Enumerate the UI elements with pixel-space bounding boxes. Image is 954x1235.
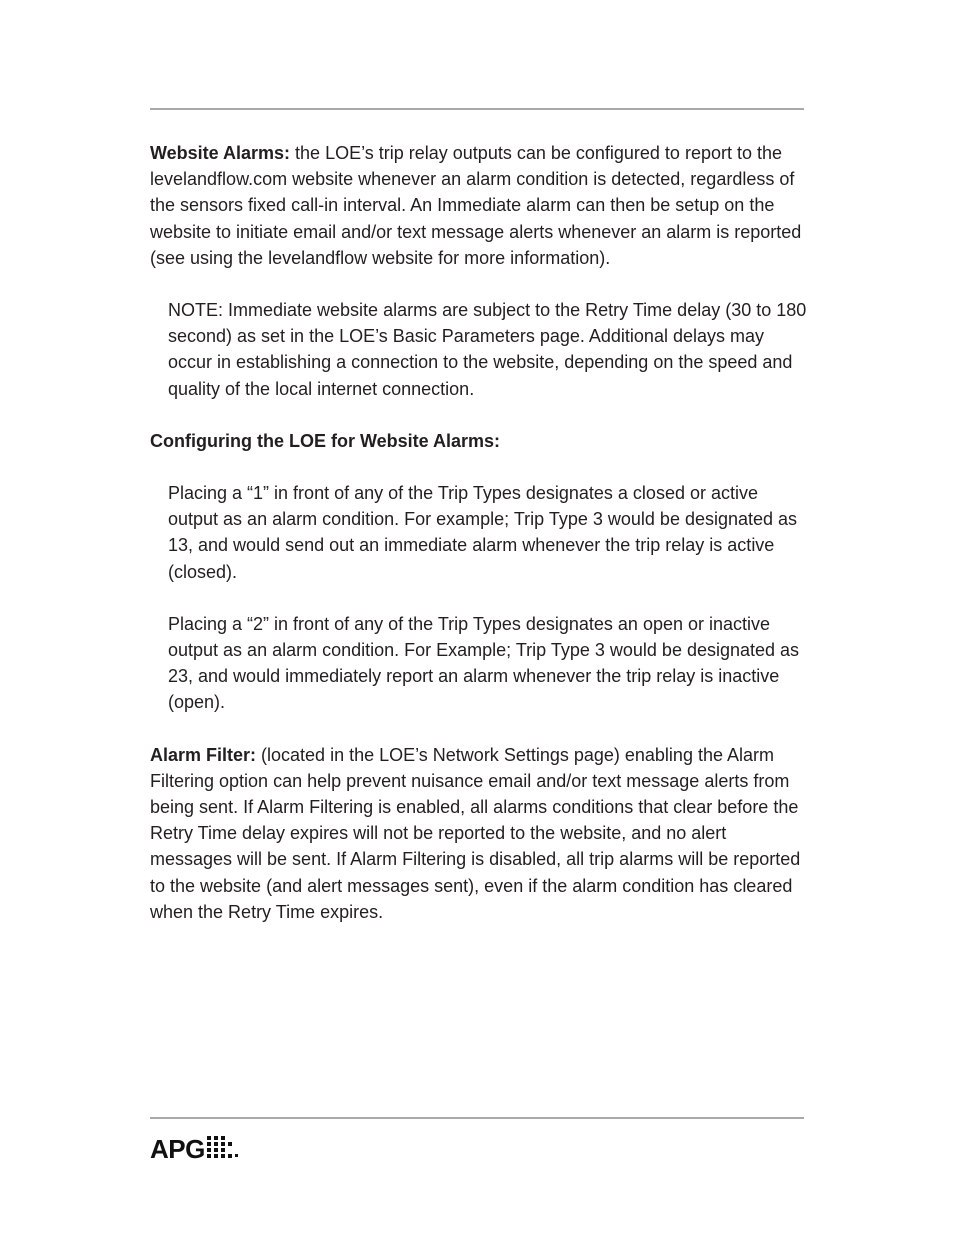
website-alarms-label: Website Alarms: — [150, 143, 291, 163]
logo-wordmark: APG — [150, 1134, 205, 1164]
document-body — [150, 140, 810, 951]
alarm-filter-label: Alarm Filter: — [150, 744, 257, 765]
retry-note-paragraph: NOTE: Immediate website alarms are subject to the Retry Time delay (30 to 180 second) as set in the LOE’s Basic Parameters page. Additional delays may occur in establishing a connection to the website, depending on the speed and quality of the local internet connection. — [168, 300, 807, 399]
website-alarms-paragraph — [150, 140, 810, 271]
website-alarms-text: the LOE’s trip relay outputs can be configured to report to the levelandflow.com website whenever an alarm condition is detected, regardless of the sensors fixed call-in interval. An Immediate alarm can then be setup on the website to initiate email and/or text message alerts whenever an alarm is reported (see using the levelandflow website for more information). — [150, 143, 802, 268]
apg-logo — [150, 1136, 239, 1162]
alarm-filter-text: (located in the LOE’s Network Settings page) enabling the Alarm Filtering option can help prevent nuisance email and/or text message alerts from being sent. If Alarm Filtering is enabled, all alarms conditions that clear before the Retry Time delay expires will not be reported to the website, and no alert messages will be sent. If Alarm Filtering is disabled, all trip alarms will be reported to the website (and alert messages sent), even if the alarm condition has cleared when the Retry Time expires. — [150, 744, 801, 922]
apg-grid-mark-icon — [207, 1136, 239, 1163]
header-divider — [150, 108, 804, 110]
config-paragraph-1: Placing a “1” in front of any of the Trip Types designates a closed or active output as an alarm condition. For example; Trip Type 3 would be designated as 13, and would send out an immediate alarm whenever the trip relay is active (closed). — [168, 483, 798, 582]
alarm-filter-paragraph — [150, 742, 810, 925]
config-paragraph-2: Placing a “2” in front of any of the Trip Types designates an open or inactive output as an alarm condition. For Example; Trip Type 3 would be designated as 23, and would immediately report an alarm whenever the trip relay is inactive (open). — [168, 613, 800, 713]
footer-divider — [150, 1117, 804, 1119]
config-heading: Configuring the LOE for Website Alarms: — [150, 430, 501, 451]
